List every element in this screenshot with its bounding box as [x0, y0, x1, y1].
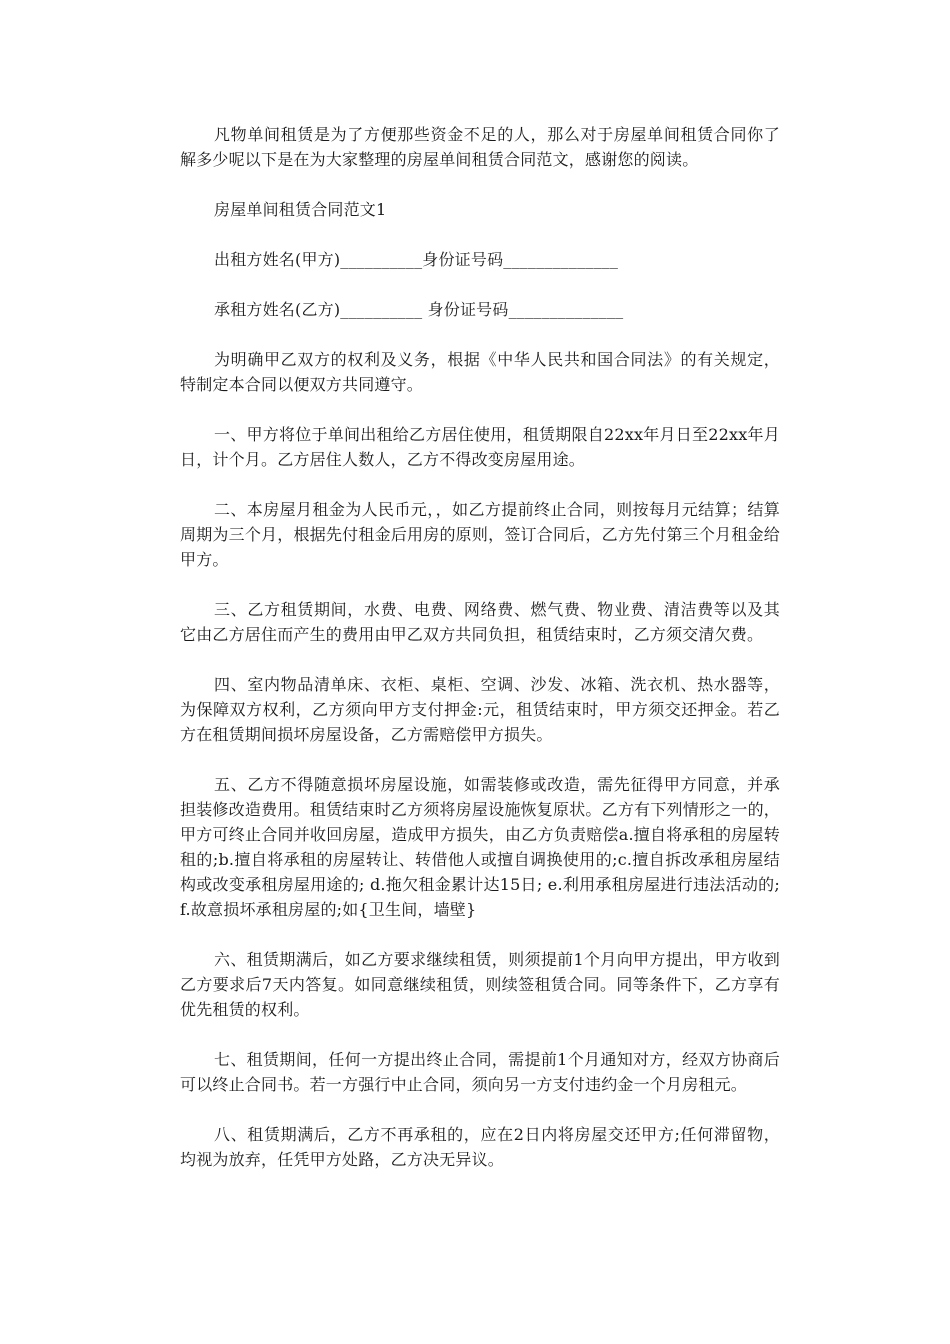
lessor-name-line: 出租方姓名(甲方)__________身份证号码______________ [214, 250, 619, 269]
clause-8: 八、租赁期满后，乙方不再承租的，应在2日内将房屋交还甲方;任何滞留物，均视为放弃，任凭甲方处路，乙方决无异议。 [180, 1125, 780, 1169]
clause-5: 五、乙方不得随意损坏房屋设施，如需装修或改造，需先征得甲方同意，并承担装修改造费用。租赁结束时乙方须将房屋设施恢复原状。乙方有下列情形之一的，甲方可终止合同并收回房屋，造成甲方损失，由乙方负责赔偿a.擅自将承租的房屋转租的;b.擅自将承租的房屋转让、转借他人或擅自调换使用的;c.擅自拆改承租房屋结构或改变承租房屋用途的; d.拖欠租金累计达15日; e.利用承租房屋进行违法活动的; f.故意损坏承租房屋的;如{卫生间，墙壁} [180, 775, 780, 919]
clause-1: 一、甲方将位于单间出租给乙方居住使用，租赁期限自22xx年月日至22xx年月日，计个月。乙方居住人数人，乙方不得改变房屋用途。 [180, 425, 780, 469]
preamble-paragraph: 为明确甲乙双方的权利及义务，根据《中华人民共和国合同法》的有关规定，特制定本合同以便双方共同遵守。 [180, 350, 780, 394]
clause-3: 三、乙方租赁期间，水费、电费、网络费、燃气费、物业费、清洁费等以及其它由乙方居住而产生的费用由甲乙双方共同负担，租赁结束时，乙方须交清欠费。 [180, 600, 780, 644]
contract-title: 房屋单间租赁合同范文1 [214, 200, 387, 219]
lessee-name-line: 承租方姓名(乙方)__________ 身份证号码______________ [214, 300, 624, 319]
clause-7: 七、租赁期间，任何一方提出终止合同，需提前1个月通知对方，经双方协商后可以终止合同书。若一方强行中止合同，须向另一方支付违约金一个月房租元。 [180, 1050, 780, 1094]
clause-2: 二、本房屋月租金为人民币元，，如乙方提前终止合同，则按每月元结算；结算周期为三个月，根据先付租金后用房的原则，签订合同后，乙方先付第三个月租金给甲方。 [180, 500, 780, 569]
clause-4: 四、室内物品清单床、衣柜、桌柜、空调、沙发、冰箱、洗衣机、热水器等，为保障双方权利，乙方须向甲方支付押金:元，租赁结束时，甲方须交还押金。若乙方在租赁期间损坏房屋设备，乙方需赔偿甲方损失。 [180, 675, 780, 744]
document-body [180, 122, 780, 1197]
intro-paragraph: 凡物单间租赁是为了方便那些资金不足的人，那么对于房屋单间租赁合同你了解多少呢以下是在为大家整理的房屋单间租赁合同范文，感谢您的阅读。 [180, 125, 780, 169]
clause-6: 六、租赁期满后，如乙方要求继续租赁，则须提前1个月向甲方提出，甲方收到乙方要求后7天内答复。如同意继续租赁，则续签租赁合同。同等条件下，乙方享有优先租赁的权利。 [180, 950, 780, 1019]
